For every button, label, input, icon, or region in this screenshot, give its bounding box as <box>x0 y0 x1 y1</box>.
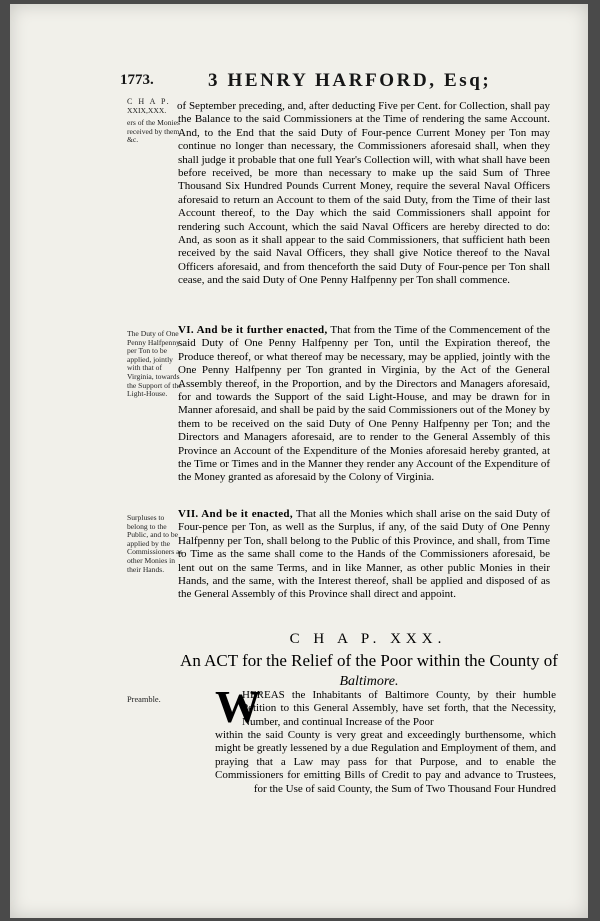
paragraph-continuation: of September preceding, and, after deducting Five per Cent. for Collection, shall pay the Balance to the said Commissioners at the Time of rendering the same Account. And, to the End that the said Duty of Four-pence Current Money per Ton may continue no longer than necessary, the Commissioners aforesaid shall, when they shall judge it probable that one full Year's Collection will, with what shall have been before received, be more than necessary to make up the said Sum of Three Thousand Six Hundred Pounds Current Money, require the several Naval Officers aforesaid to return an Account to them of the said Duty, from the Time of their last Account thereof, to the Day which the said Commissioners shall appoint for rendering such Account, which the said Naval Officers are hereby directed to do: And, as soon as it shall appear to the said Commissioners, that sufficient hath been received by the said Naval Officers, they shall give Notice thereof to the Naval Officers aforesaid, and from thenceforth the said Duty of Four-pence per Ton shall cease, and the said Duty of One Penny Halfpenny per Ton shall commence. <box>177 100 550 287</box>
document-page <box>10 4 588 918</box>
drop-cap: W <box>215 681 261 732</box>
section-vi-lead: VI. And be it further enacted, <box>178 324 328 336</box>
preamble-rest: within the said County is very great and exceedingly burthensome, which might be greatly lessened by a due Regulation and Employment of them, and praying that a Law may pass for that Purpose, and to enable the Commissioners for emitting Bills of Credit to pay and advance to Trustees, for the Use of said County, the Sum of Two Thousand Four Hundred <box>215 729 556 795</box>
chapter-heading: C H A P. XXX. <box>289 631 447 647</box>
section-vii <box>178 508 550 602</box>
header-title: 3 HENRY HARFORD, Esq; <box>208 70 492 91</box>
margin-chap-label: C H A P. <box>127 97 171 106</box>
running-header <box>120 70 560 94</box>
margin-monies-received: ers of the Monies received by them, &c. <box>127 118 182 145</box>
margin-note-duty: The Duty of One Penny Halfpenny per Ton to be applied, jointly with that of Virginia, towards the Support of the Light-House. <box>127 329 182 399</box>
section-vii-lead: VII. And be it enacted, <box>178 508 293 520</box>
margin-note-surplus: Surpluses to belong to the Public, and to be applied by the Commissioners as other Monies in their Hands. <box>127 513 183 574</box>
header-year: 1773. <box>120 72 154 88</box>
margin-chap-numbers: XXIX,XXX. <box>127 105 167 115</box>
act-title-place: Baltimore. <box>339 674 399 689</box>
section-vi-text: That from the Time of the Commencement of the said Duty of One Penny Halfpenny per Ton, until the Expiration thereof, the Produce thereof, or what thereof may be necessary, may be applied, jointly with the One Penny Halfpenny per Ton granted in Virginia, by the Act of the General Assembly thereof, in the Proportion, and by the Directors and Managers aforesaid, for and towards the Support of the said Light-House, and may be drawn for in Manner aforesaid, and shall be paid by the said Commissioners out of the Money by them to be received on the said Duty of One Penny Halfpenny per Ton; and the Directors and Managers aforesaid, are to render to the General Assembly of this Province an Account of the Expenditure of the Monies aforesaid hereby granted, at the Time or Times and in the Manner they render any Account of the Expenditure of the Money granted as aforesaid by the Colony of Virginia. <box>178 324 551 484</box>
section-vii-text: That all the Monies which shall arise on the said Duty of Four-pence per Ton, as well as the Surplus, if any, of the said Duty of One Penny Halfpenny per Ton, shall belong to the Public of this Province, and shall, from Time to Time as the same shall come to the Hands of the Commissioners aforesaid, be lent out on the same Terms, and in like Manner, as other public Monies in their Hands, and the same, with the Interest thereof, shall be applied and disposed of as the General Assembly of this Province shall direct and appoint. <box>178 508 550 601</box>
margin-note-preamble: Preamble. <box>127 695 161 704</box>
section-vi <box>178 324 550 485</box>
preamble-first-lines: HEREAS the Inhabitants of Baltimore County, by their humble Petition to this General Assembly, have set forth, that the Necessity, Number, and continual Increase of the Poor <box>242 689 556 728</box>
act-title-text: An ACT for the Relief of the Poor within the County of <box>180 651 558 670</box>
